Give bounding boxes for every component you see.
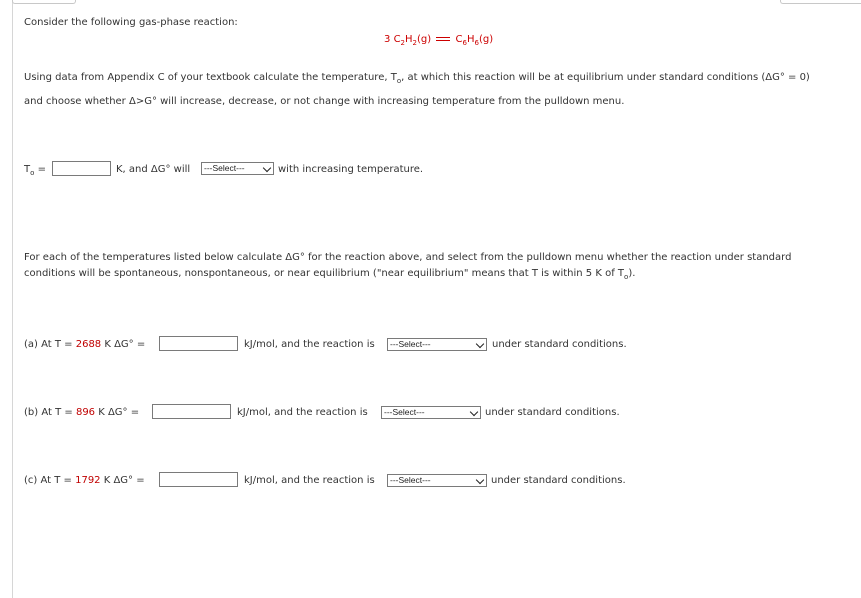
reaction-equation (384, 34, 493, 47)
reactant-formula: $C_2H_2(g)$ (393, 34, 432, 47)
part2-line-2: conditions will be spontaneous, nonspontaneous, or near equilibrium ("near equilibrium" means that T is within 5 K of $T_o$). (24, 268, 636, 281)
part-c-after-select-text: under standard conditions. (491, 475, 626, 486)
part-b-after-input-text: kJ/mol, and the reaction is (237, 407, 368, 418)
part-b-delta-g-input[interactable] (152, 404, 231, 419)
part-a-delta-g-input[interactable] (159, 336, 238, 351)
part-a-temperature: 2688 (75, 339, 102, 350)
part-a-label: (a) At T = 2688 K ΔG° = (24, 339, 146, 350)
t0-input[interactable] (52, 161, 111, 176)
part-a-spontaneity-select[interactable]: ---Select--- (387, 338, 487, 351)
instructions-line-2: and choose whether Δ>G° will increase, decrease, or not change with increasing temperature from the pulldown menu. (24, 96, 625, 107)
t0-label: $T_o$ = (24, 164, 46, 177)
part2-line-1: For each of the temperatures listed below calculate ΔG° for the reaction above, and select from the pulldown menu whether the reaction under standard (24, 252, 792, 263)
equilibrium-arrows-icon (436, 36, 450, 42)
top-left-tab-edge (12, 0, 76, 4)
part-b-spontaneity-select[interactable]: ---Select--- (381, 406, 481, 419)
t0-after-input-text: K, and ΔG° will (116, 164, 191, 175)
delta-g-trend-select[interactable]: ---Select--- (201, 162, 274, 175)
part-b-label: (b) At T = 896 K ΔG° = (24, 407, 140, 418)
chevron-down-icon (470, 408, 478, 416)
part-a-after-select-text: under standard conditions. (492, 339, 627, 350)
part-c-delta-g-input[interactable] (159, 472, 238, 487)
product-formula: $C_6H_6(g)$ (455, 34, 494, 47)
part-b-temperature: 896 (75, 407, 96, 418)
instructions-line-1: Using data from Appendix C of your textbook calculate the temperature, $T_o$, at which this reaction will be at equilibrium under standard conditions (ΔG° = 0) (24, 72, 810, 85)
part-b-after-select-text: under standard conditions. (485, 407, 620, 418)
intro-text: Consider the following gas-phase reaction: (24, 17, 238, 28)
t0-after-select-text: with increasing temperature. (278, 164, 424, 175)
part-a-after-input-text: kJ/mol, and the reaction is (244, 339, 375, 350)
chevron-down-icon (476, 340, 484, 348)
top-right-tab-edge (780, 0, 861, 4)
part-c-after-input-text: kJ/mol, and the reaction is (244, 475, 375, 486)
part-c-label: (c) At T = 1792 K ΔG° = (24, 475, 145, 486)
chevron-down-icon (263, 164, 271, 172)
part-c-temperature: 1792 (75, 475, 101, 486)
part-c-spontaneity-select[interactable]: ---Select--- (387, 474, 487, 487)
chevron-down-icon (476, 476, 484, 484)
reactant-coefficient: 3 (384, 34, 391, 45)
content-left-border (12, 0, 13, 598)
